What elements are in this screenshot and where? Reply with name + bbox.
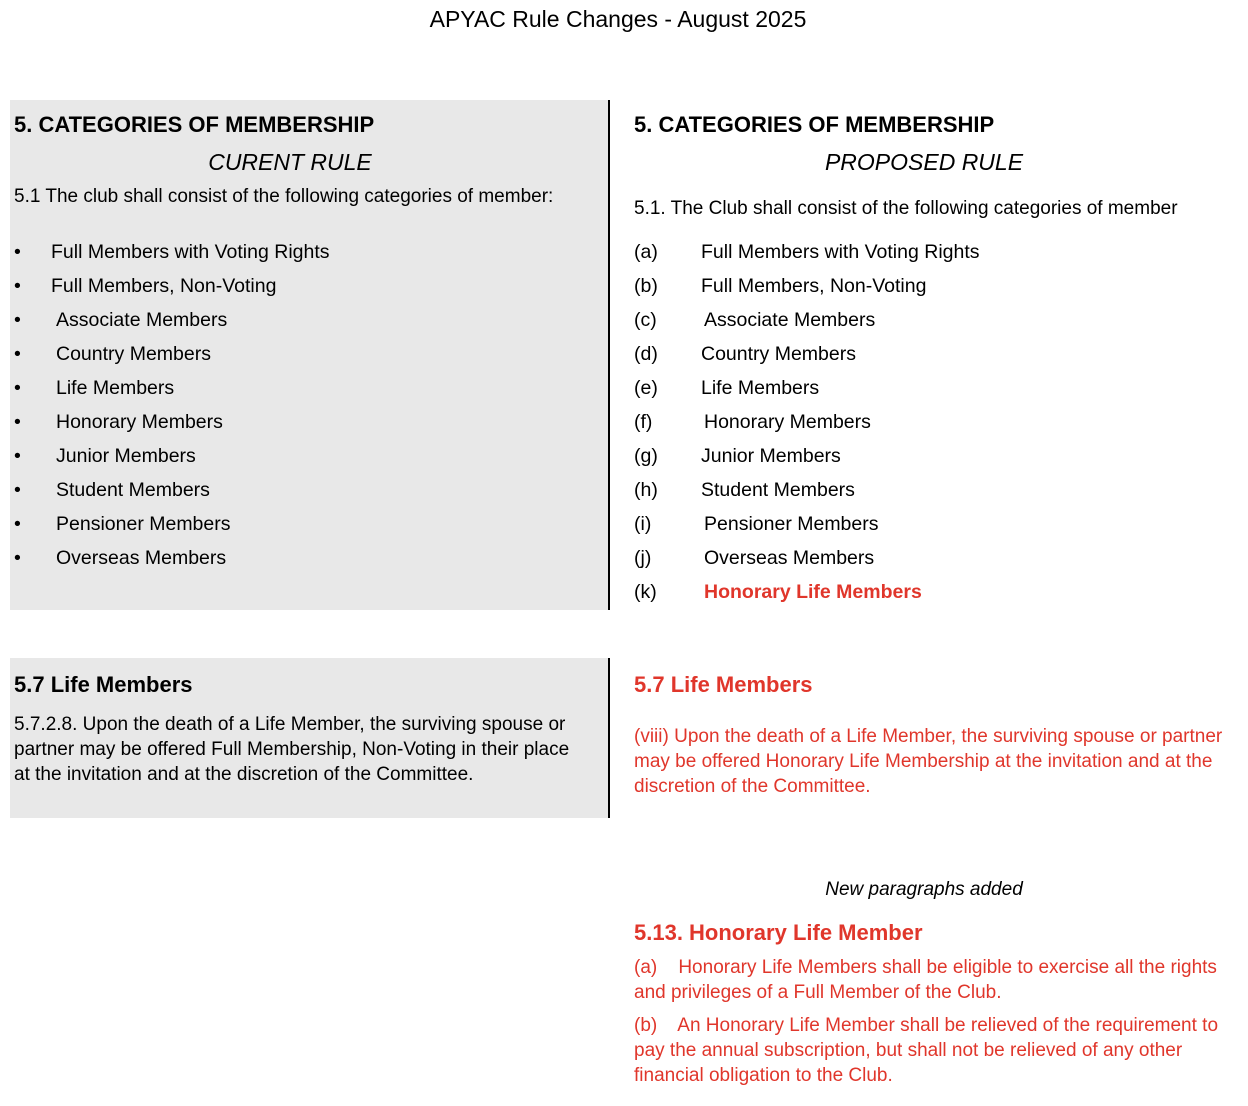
honorary-para-b: (b) An Honorary Life Member shall be relieved of the requirement to pay the annual subscription, but shall not be relieved of any other financial obligation to the Club. xyxy=(634,1015,1224,1086)
bullet: • xyxy=(14,411,21,433)
proposed-intro: 5.1. The Club shall consist of the following categories of member xyxy=(634,198,1178,219)
list-item: • Full Members, Non-Voting xyxy=(14,269,594,303)
list-item: • Student Members xyxy=(14,473,594,507)
list-item: • Honorary Members xyxy=(14,405,594,439)
list-item: • Associate Members xyxy=(14,303,594,337)
bullet: • xyxy=(14,241,21,263)
proposed-life-text: (viii) Upon the death of a Life Member, the surviving spouse or partner may be offered Honorary Life Membership at the invitation and at the discretion of the Committee. xyxy=(634,726,1223,797)
bullet: • xyxy=(14,309,21,331)
bullet: • xyxy=(14,479,21,501)
list-item: • Junior Members xyxy=(14,439,594,473)
list-item: (f) Honorary Members xyxy=(634,411,871,433)
bullet: • xyxy=(14,445,21,467)
column-divider xyxy=(608,100,610,610)
proposed-section-heading: 5. CATEGORIES OF MEMBERSHIP xyxy=(634,112,995,137)
bullet: • xyxy=(14,513,21,535)
list-item: (e) Life Members xyxy=(634,377,820,399)
proposed-category-list xyxy=(634,235,1234,609)
bullet: • xyxy=(14,547,21,569)
proposed-life-heading: 5.7 Life Members xyxy=(634,672,813,697)
column-divider xyxy=(608,658,610,818)
list-item: (g) Junior Members xyxy=(634,445,841,467)
list-item: (j) Overseas Members xyxy=(634,547,875,569)
current-rule-label: CURENT RULE xyxy=(208,149,372,175)
list-item: (i) Pensioner Members xyxy=(634,513,879,535)
list-item-new: (k) Honorary Life Members xyxy=(634,581,922,603)
list-item: • Overseas Members xyxy=(14,541,594,575)
bullet: • xyxy=(14,275,21,297)
current-section-heading: 5. CATEGORIES OF MEMBERSHIP xyxy=(14,112,375,137)
honorary-life-heading: 5.13. Honorary Life Member xyxy=(634,920,923,945)
current-intro: 5.1 The club shall consist of the following categories of member: xyxy=(14,186,554,207)
new-paragraphs-note: New paragraphs added xyxy=(825,879,1023,900)
current-life-heading: 5.7 Life Members xyxy=(14,672,193,697)
bullet: • xyxy=(14,377,21,399)
list-item: (a) Full Members with Voting Rights xyxy=(634,241,980,263)
current-category-list xyxy=(14,235,594,575)
list-item: • Pensioner Members xyxy=(14,507,594,541)
list-item: • Full Members with Voting Rights xyxy=(14,235,594,269)
current-life-text: 5.7.2.8. Upon the death of a Life Member, the surviving spouse or partner may be offered Full Membership, Non-Voting in their place at the invitation and at the discretion of the Committee. xyxy=(14,714,570,785)
proposed-rule-label: PROPOSED RULE xyxy=(824,149,1024,175)
page-title: APYAC Rule Changes - August 2025 xyxy=(429,6,807,32)
list-item: • Life Members xyxy=(14,371,594,405)
bullet: • xyxy=(14,343,21,365)
list-item: (d) Country Members xyxy=(634,343,856,365)
list-item: (b) Full Members, Non-Voting xyxy=(634,275,927,297)
list-item: (h) Student Members xyxy=(634,479,855,501)
list-item: (c) Associate Members xyxy=(634,309,876,331)
honorary-para-a: (a) Honorary Life Members shall be eligible to exercise all the rights and privileges of a Full Member of the Club. xyxy=(634,957,1223,1003)
list-item: • Country Members xyxy=(14,337,594,371)
